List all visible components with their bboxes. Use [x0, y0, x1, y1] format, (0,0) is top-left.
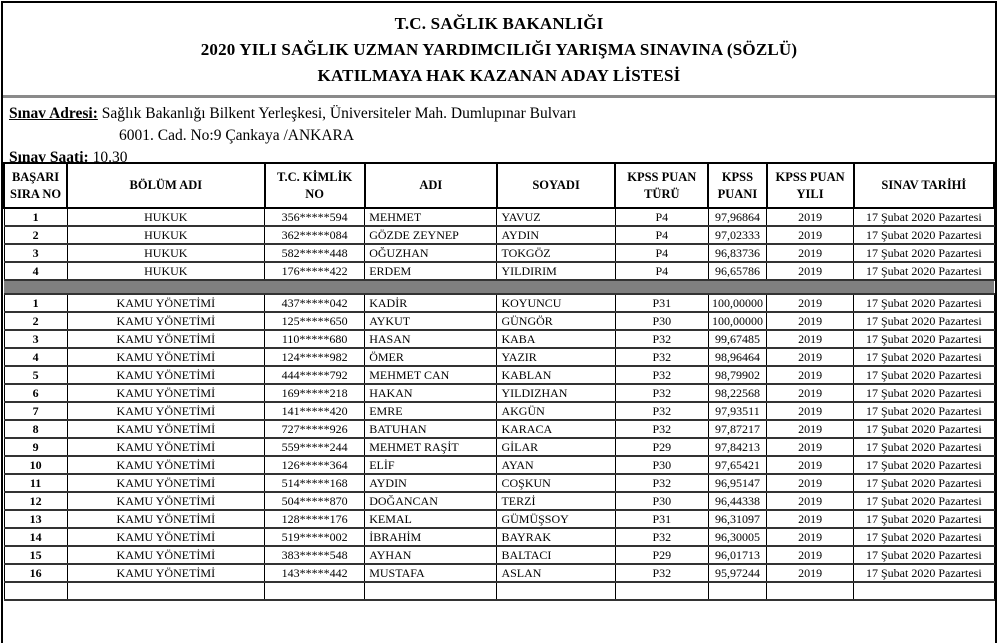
table-row: [4, 528, 994, 546]
table-cell: 125*****650: [265, 312, 365, 330]
table-cell: [708, 582, 766, 600]
table-cell: ASLAN: [497, 564, 615, 582]
table-row: [4, 546, 994, 564]
table-cell: 9: [4, 438, 67, 456]
column-header: SOYADI: [497, 163, 615, 208]
table-cell: KABLAN: [497, 366, 615, 384]
table-cell: AYAN: [497, 456, 615, 474]
column-header: ADI: [365, 163, 497, 208]
table-cell: 96,83736: [708, 244, 766, 262]
table-cell: KABA: [497, 330, 615, 348]
table-cell: 2019: [767, 528, 854, 546]
table-cell: 437*****042: [265, 294, 365, 312]
table-cell: KOYUNCU: [497, 294, 615, 312]
table-cell: 514*****168: [265, 474, 365, 492]
table-cell: HUKUK: [67, 244, 264, 262]
table-cell: [4, 582, 67, 600]
table-cell: 17 Şubat 2020 Pazartesi: [854, 244, 994, 262]
table-cell: P32: [615, 564, 708, 582]
table-cell: [615, 582, 708, 600]
table-cell: 96,30005: [708, 528, 766, 546]
table-cell: 8: [4, 420, 67, 438]
table-cell: YILDIRIM: [497, 262, 615, 280]
table-cell: EMRE: [365, 402, 497, 420]
table-cell: 2019: [767, 510, 854, 528]
table-row: [4, 294, 994, 312]
table-cell: 3: [4, 330, 67, 348]
table-row: [4, 492, 994, 510]
table-cell: 2019: [767, 226, 854, 244]
table-cell: 17 Şubat 2020 Pazartesi: [854, 226, 994, 244]
table-cell: 362*****084: [265, 226, 365, 244]
exam-address-label: Sınav Adresi:: [9, 105, 98, 122]
table-cell: 17 Şubat 2020 Pazartesi: [854, 456, 994, 474]
table-cell: 176*****422: [265, 262, 365, 280]
table-cell: KADİR: [365, 294, 497, 312]
table-cell: 17 Şubat 2020 Pazartesi: [854, 528, 994, 546]
table-cell: P32: [615, 420, 708, 438]
table-cell: GİLAR: [497, 438, 615, 456]
candidate-table: [3, 162, 995, 601]
table-cell: 17 Şubat 2020 Pazartesi: [854, 312, 994, 330]
table-cell: 17 Şubat 2020 Pazartesi: [854, 262, 994, 280]
table-cell: 383*****548: [265, 546, 365, 564]
table-cell: 98,96464: [708, 348, 766, 366]
table-cell: 17 Şubat 2020 Pazartesi: [854, 420, 994, 438]
table-row: [4, 510, 994, 528]
table-cell: GÜMÜŞSOY: [497, 510, 615, 528]
table-cell: 2019: [767, 330, 854, 348]
table-row: [4, 312, 994, 330]
table-cell: 559*****244: [265, 438, 365, 456]
table-cell: P32: [615, 366, 708, 384]
section-separator: [4, 280, 994, 294]
table-cell: [854, 582, 994, 600]
table-cell: 17 Şubat 2020 Pazartesi: [854, 438, 994, 456]
title-line-3: KATILMAYA HAK KAZANAN ADAY LİSTESİ: [317, 66, 681, 85]
table-cell: KAMU YÖNETİMİ: [67, 348, 264, 366]
table-cell: P31: [615, 510, 708, 528]
table-cell: KAMU YÖNETİMİ: [67, 294, 264, 312]
table-cell: 4: [4, 262, 67, 280]
table-cell: 2019: [767, 262, 854, 280]
table-cell: 6: [4, 384, 67, 402]
table-cell: P4: [615, 262, 708, 280]
table-cell: 2019: [767, 244, 854, 262]
column-header: KPSS PUAN TÜRÜ: [615, 163, 708, 208]
table-cell: HUKUK: [67, 226, 264, 244]
exam-time-label: Sınav Saati:: [9, 149, 89, 166]
column-header: BAŞARI SIRA NO: [4, 163, 67, 208]
table-cell: 98,22568: [708, 384, 766, 402]
table-cell: 97,84213: [708, 438, 766, 456]
column-header: KPSS PUANI: [708, 163, 766, 208]
column-header: KPSS PUAN YILI: [767, 163, 854, 208]
table-cell: KAMU YÖNETİMİ: [67, 330, 264, 348]
table-cell: 2019: [767, 474, 854, 492]
table-cell: 97,96864: [708, 208, 766, 226]
table-cell: 4: [4, 348, 67, 366]
table-row: [4, 226, 994, 244]
table-cell: 97,93511: [708, 402, 766, 420]
table-cell: 2: [4, 312, 67, 330]
table-cell: P4: [615, 226, 708, 244]
table-cell: 2019: [767, 492, 854, 510]
table-cell: AYHAN: [365, 546, 497, 564]
table-cell: P4: [615, 208, 708, 226]
table-body: [4, 208, 994, 600]
table-row: [4, 456, 994, 474]
table-cell: 17 Şubat 2020 Pazartesi: [854, 564, 994, 582]
table-cell: 14: [4, 528, 67, 546]
table-row: [4, 244, 994, 262]
table-cell: 128*****176: [265, 510, 365, 528]
table-cell: HAKAN: [365, 384, 497, 402]
exam-time-value: 10.30: [92, 149, 128, 166]
table-cell: 2: [4, 226, 67, 244]
table-cell: 141*****420: [265, 402, 365, 420]
table-cell: KARACA: [497, 420, 615, 438]
table-cell: P29: [615, 546, 708, 564]
table-cell: P32: [615, 402, 708, 420]
table-cell: 126*****364: [265, 456, 365, 474]
table-cell: 96,65786: [708, 262, 766, 280]
table-cell: 2019: [767, 402, 854, 420]
table-cell: 17 Şubat 2020 Pazartesi: [854, 348, 994, 366]
document-page: [1, 1, 997, 643]
table-cell: 99,67485: [708, 330, 766, 348]
table-cell: 100,00000: [708, 312, 766, 330]
table-cell: MEHMET RAŞİT: [365, 438, 497, 456]
table-cell: 13: [4, 510, 67, 528]
table-cell: 17 Şubat 2020 Pazartesi: [854, 384, 994, 402]
table-cell: [497, 582, 615, 600]
table-cell: 2019: [767, 456, 854, 474]
table-cell: P4: [615, 244, 708, 262]
table-cell: 95,97244: [708, 564, 766, 582]
table-cell: BALTACI: [497, 546, 615, 564]
table-cell: 519*****002: [265, 528, 365, 546]
table-cell: P29: [615, 438, 708, 456]
table-cell: YILDIZHAN: [497, 384, 615, 402]
table-cell: [365, 582, 497, 600]
table-cell: KAMU YÖNETİMİ: [67, 564, 264, 582]
table-cell: 2019: [767, 546, 854, 564]
table-cell: 96,01713: [708, 546, 766, 564]
table-cell: 727*****926: [265, 420, 365, 438]
table-row: [4, 262, 994, 280]
table-cell: [67, 582, 264, 600]
table-cell: 17 Şubat 2020 Pazartesi: [854, 510, 994, 528]
table-cell: OĞUZHAN: [365, 244, 497, 262]
table-cell: 98,79902: [708, 366, 766, 384]
table-cell: 1: [4, 208, 67, 226]
table-cell: 97,65421: [708, 456, 766, 474]
table-cell: 143*****442: [265, 564, 365, 582]
table-cell: 100,00000: [708, 294, 766, 312]
table-cell: 17 Şubat 2020 Pazartesi: [854, 492, 994, 510]
table-cell: MUSTAFA: [365, 564, 497, 582]
table-cell: 2019: [767, 384, 854, 402]
table-cell: 7: [4, 402, 67, 420]
table-cell: KAMU YÖNETİMİ: [67, 402, 264, 420]
title-line-2: 2020 YILI SAĞLIK UZMAN YARDIMCILIĞI YARIŞMA SINAVINA (SÖZLÜ): [200, 40, 798, 59]
table-cell: ÖMER: [365, 348, 497, 366]
exam-address-line-1: [9, 103, 989, 125]
table-cell: 17 Şubat 2020 Pazartesi: [854, 474, 994, 492]
table-cell: AYKUT: [365, 312, 497, 330]
table-row: [4, 438, 994, 456]
table-cell: BATUHAN: [365, 420, 497, 438]
table-cell: 169*****218: [265, 384, 365, 402]
table-cell: P32: [615, 528, 708, 546]
table-row: [4, 384, 994, 402]
table-row: [4, 564, 994, 582]
table-cell: 17 Şubat 2020 Pazartesi: [854, 294, 994, 312]
table-cell: DOĞANCAN: [365, 492, 497, 510]
table-cell: KAMU YÖNETİMİ: [67, 528, 264, 546]
table-cell: P32: [615, 384, 708, 402]
table-cell: KAMU YÖNETİMİ: [67, 492, 264, 510]
table-cell: 17 Şubat 2020 Pazartesi: [854, 330, 994, 348]
exam-address-value: Sağlık Bakanlığı Bilkent Yerleşkesi, Üniversiteler Mah. Dumlupınar Bulvarı: [101, 105, 577, 122]
table-cell: 17 Şubat 2020 Pazartesi: [854, 402, 994, 420]
table-cell: 1: [4, 294, 67, 312]
table-cell: KAMU YÖNETİMİ: [67, 366, 264, 384]
table-cell: 110*****680: [265, 330, 365, 348]
table-cell: 2019: [767, 438, 854, 456]
table-cell: HUKUK: [67, 208, 264, 226]
table-cell: 124*****982: [265, 348, 365, 366]
table-cell: 97,87217: [708, 420, 766, 438]
table-cell: BAYRAK: [497, 528, 615, 546]
table-cell: 504*****870: [265, 492, 365, 510]
table-cell: KAMU YÖNETİMİ: [67, 312, 264, 330]
table-cell: 356*****594: [265, 208, 365, 226]
table-cell: P31: [615, 294, 708, 312]
table-row: [4, 348, 994, 366]
table-cell: 2019: [767, 348, 854, 366]
table-cell: KAMU YÖNETİMİ: [67, 420, 264, 438]
table-cell: AYDIN: [497, 226, 615, 244]
table-row-cutoff: [4, 582, 994, 600]
table-cell: 2019: [767, 312, 854, 330]
column-header: BÖLÜM ADI: [67, 163, 264, 208]
table-cell: YAVUZ: [497, 208, 615, 226]
table-cell: 2019: [767, 366, 854, 384]
table-cell: P30: [615, 456, 708, 474]
column-header: SINAV TARİHİ: [854, 163, 994, 208]
table-cell: İBRAHİM: [365, 528, 497, 546]
table-cell: ERDEM: [365, 262, 497, 280]
table-cell: MEHMET CAN: [365, 366, 497, 384]
table-cell: 3: [4, 244, 67, 262]
table-cell: HUKUK: [67, 262, 264, 280]
table-cell: 17 Şubat 2020 Pazartesi: [854, 546, 994, 564]
table-cell: 2019: [767, 420, 854, 438]
table-cell: MEHMET: [365, 208, 497, 226]
table-cell: 2019: [767, 208, 854, 226]
column-header: T.C. KİMLİK NO: [265, 163, 365, 208]
table-row: [4, 420, 994, 438]
table-cell: 17 Şubat 2020 Pazartesi: [854, 208, 994, 226]
table-cell: KEMAL: [365, 510, 497, 528]
table-cell: KAMU YÖNETİMİ: [67, 510, 264, 528]
table-row: [4, 366, 994, 384]
table-cell: HASAN: [365, 330, 497, 348]
table-cell: KAMU YÖNETİMİ: [67, 384, 264, 402]
table-cell: 12: [4, 492, 67, 510]
table-cell: 2019: [767, 564, 854, 582]
table-cell: P32: [615, 330, 708, 348]
exam-address-line-2: 6001. Cad. No:9 Çankaya /ANKARA: [119, 127, 355, 144]
title-block: [3, 3, 995, 98]
table-cell: GÜNGÖR: [497, 312, 615, 330]
table-cell: AKGÜN: [497, 402, 615, 420]
table-cell: 582*****448: [265, 244, 365, 262]
table-cell: TOKGÖZ: [497, 244, 615, 262]
table-cell: AYDIN: [365, 474, 497, 492]
table-cell: TERZİ: [497, 492, 615, 510]
table-cell: 10: [4, 456, 67, 474]
table-cell: 96,31097: [708, 510, 766, 528]
table-cell: [265, 582, 365, 600]
exam-info-block: [3, 98, 995, 166]
table-cell: P32: [615, 474, 708, 492]
title-line-1: T.C. SAĞLIK BAKANLIĞI: [394, 14, 604, 33]
table-cell: 17 Şubat 2020 Pazartesi: [854, 366, 994, 384]
table-cell: 16: [4, 564, 67, 582]
table-cell: ELİF: [365, 456, 497, 474]
table-cell: [767, 582, 854, 600]
table-cell: COŞKUN: [497, 474, 615, 492]
table-cell: KAMU YÖNETİMİ: [67, 546, 264, 564]
table-row: [4, 402, 994, 420]
table-cell: P30: [615, 492, 708, 510]
table-row: [4, 330, 994, 348]
table-cell: 2019: [767, 294, 854, 312]
table-cell: 96,95147: [708, 474, 766, 492]
header-row: [4, 163, 994, 208]
table-cell: YAZIR: [497, 348, 615, 366]
table-cell: KAMU YÖNETİMİ: [67, 456, 264, 474]
table-cell: P32: [615, 348, 708, 366]
table-cell: 444*****792: [265, 366, 365, 384]
table-row: [4, 474, 994, 492]
table-cell: KAMU YÖNETİMİ: [67, 438, 264, 456]
table-cell: P30: [615, 312, 708, 330]
table-cell: 15: [4, 546, 67, 564]
table-cell: KAMU YÖNETİMİ: [67, 474, 264, 492]
table-cell: 5: [4, 366, 67, 384]
table-cell: GÖZDE ZEYNEP: [365, 226, 497, 244]
table-cell: 96,44338: [708, 492, 766, 510]
table-cell: 97,02333: [708, 226, 766, 244]
table-row: [4, 208, 994, 226]
table-cell: 11: [4, 474, 67, 492]
